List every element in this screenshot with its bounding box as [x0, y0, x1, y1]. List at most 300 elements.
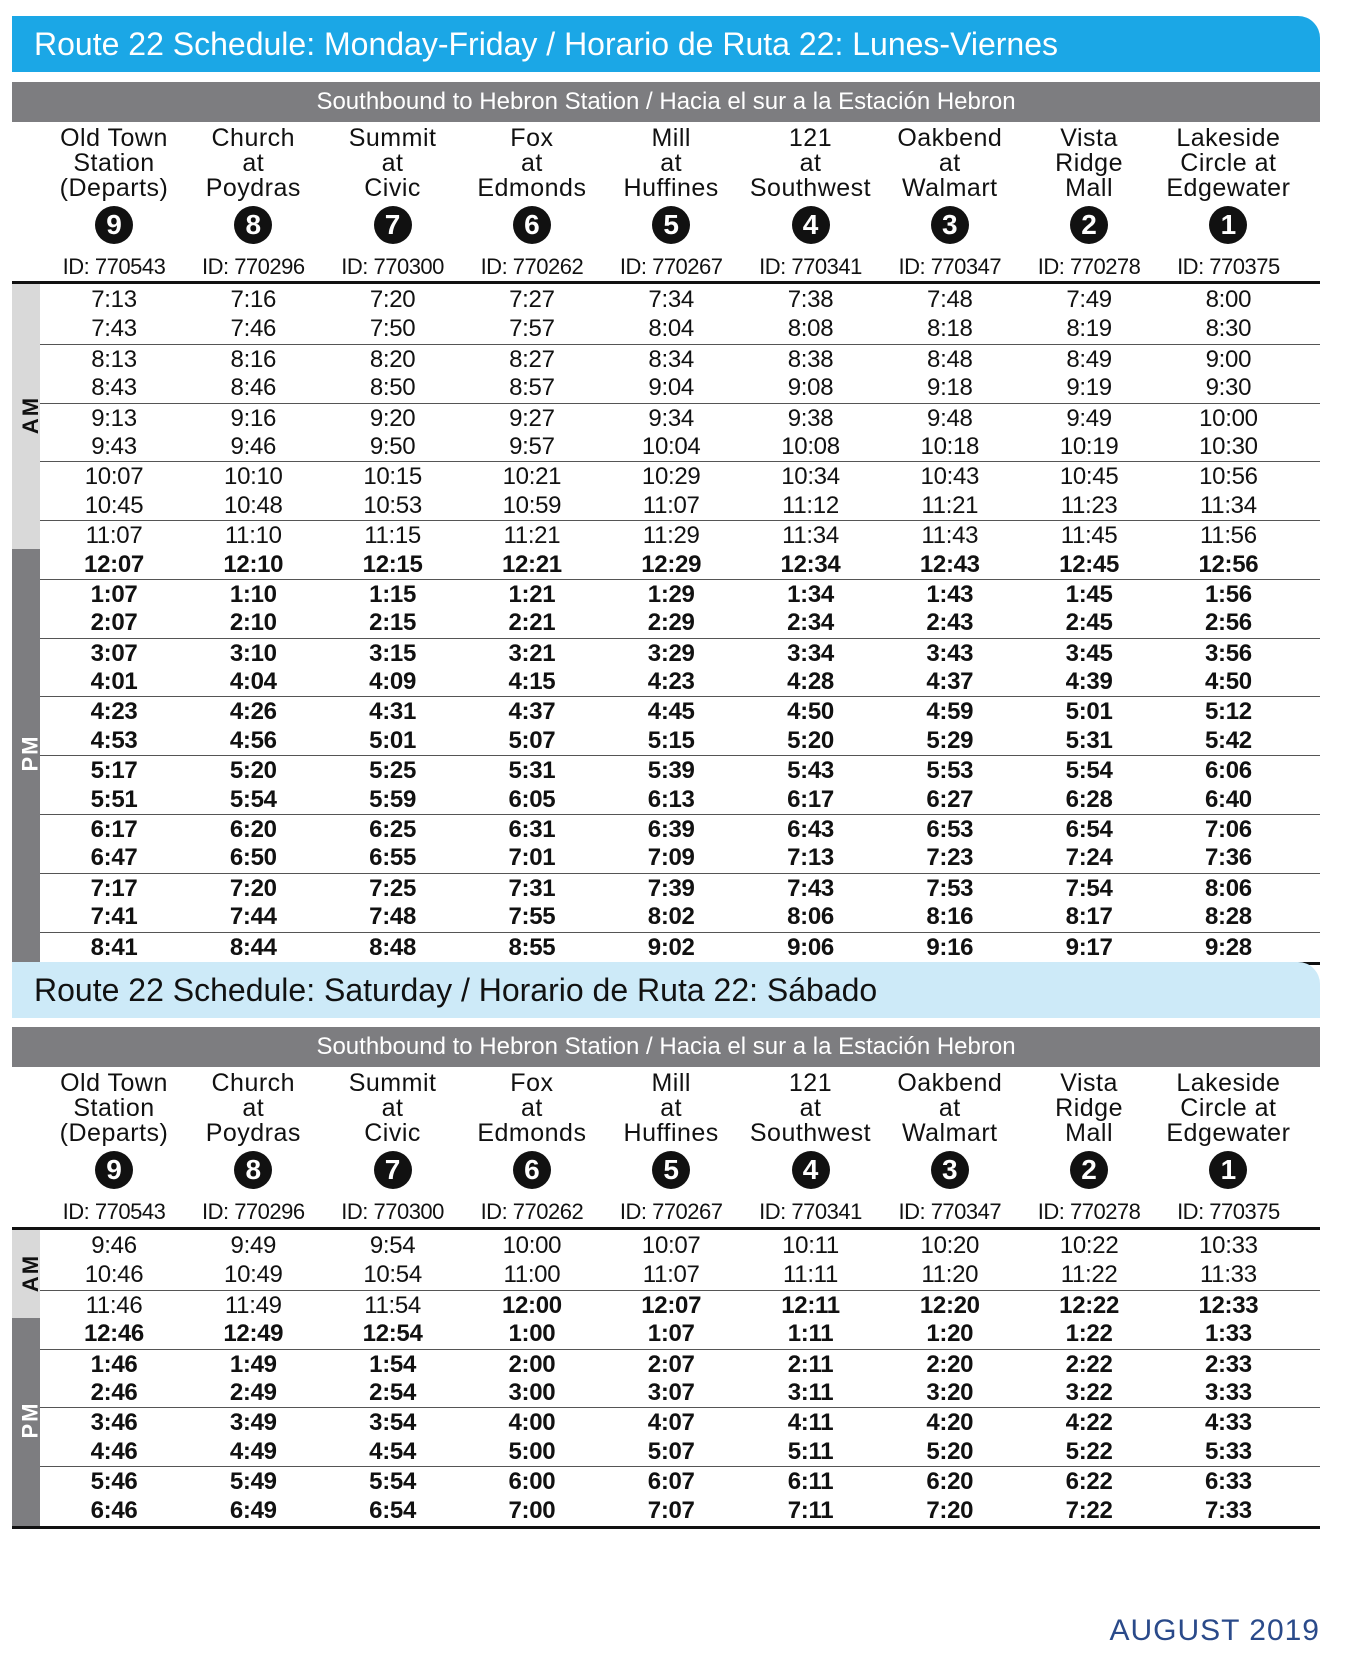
time-cell: 9:28	[1204, 933, 1252, 961]
time-cell: 8:04	[648, 315, 694, 343]
stop-header	[1158, 1071, 1298, 1225]
time-cell: 2:21	[508, 609, 556, 637]
time-cell: 9:54	[369, 1232, 416, 1259]
time-cell: 2:07	[90, 609, 138, 637]
time-cell: 10:45	[1059, 463, 1119, 491]
table-row	[40, 696, 1320, 725]
stop-name-line: Church	[211, 124, 296, 152]
time-cell: 2:33	[1204, 1350, 1252, 1378]
time-cell: 8:55	[508, 933, 556, 961]
time-cell: 6:33	[1204, 1468, 1252, 1496]
time-cell: 1:11	[787, 1320, 834, 1348]
time-cell: 2:43	[926, 609, 974, 637]
stop-header	[601, 1071, 741, 1225]
time-cell: 8:02	[647, 903, 695, 931]
time-cell: 5:20	[926, 1437, 974, 1465]
time-cell: 3:20	[926, 1378, 974, 1406]
saturday-pm-label: PM	[17, 1401, 43, 1439]
time-cell: 3:45	[1065, 639, 1113, 667]
time-cell: 7:57	[509, 315, 555, 343]
stop-number-badge: 3	[931, 206, 969, 244]
time-cell: 10:45	[84, 491, 144, 519]
time-cell: 8:27	[509, 345, 555, 373]
time-cell: 4:09	[369, 668, 417, 696]
time-cell: 6:22	[1065, 1468, 1113, 1496]
time-cell: 5:49	[229, 1468, 277, 1496]
time-cell: 5:54	[229, 785, 277, 813]
time-cell: 4:23	[90, 698, 138, 726]
time-cell: 7:20	[229, 874, 277, 902]
time-cell: 7:36	[1204, 844, 1252, 872]
time-cell: 4:11	[787, 1409, 834, 1437]
time-cell: 5:31	[508, 757, 556, 785]
time-cell: 10:30	[1199, 432, 1258, 460]
time-cell: 7:17	[90, 874, 138, 902]
stop-name-line: Edmonds	[477, 1119, 587, 1147]
stop-header	[323, 126, 463, 280]
time-cell: 2:15	[369, 609, 417, 637]
time-cell: 4:26	[229, 698, 277, 726]
time-cell: 4:50	[787, 698, 834, 726]
time-cell: 6:31	[508, 816, 556, 844]
stop-name-line: at	[520, 1094, 543, 1122]
time-cell: 5:07	[508, 726, 556, 754]
time-cell: 8:06	[787, 903, 834, 931]
stop-name-line: Station	[73, 1094, 155, 1122]
stop-number-badge: 2	[1070, 206, 1108, 244]
stop-name-line: 121	[788, 1069, 833, 1097]
saturday-am-label: AM	[18, 1253, 44, 1293]
time-cell: 4:20	[926, 1409, 974, 1437]
time-cell: 6:05	[508, 785, 556, 813]
time-cell: 10:00	[1199, 404, 1258, 432]
stop-name-line: Edgewater	[1166, 1119, 1291, 1147]
weekday-am-label: AM	[18, 396, 44, 435]
time-cell: 7:39	[647, 874, 695, 902]
table-row	[40, 461, 1320, 490]
stop-id: ID: 770347	[898, 254, 1002, 279]
time-cell: 5:31	[1065, 726, 1113, 754]
weekday-schedule	[12, 16, 1320, 961]
stop-name-line: Mall	[1065, 1119, 1114, 1147]
time-cell: 4:22	[1065, 1409, 1113, 1437]
time-cell: 7:22	[1065, 1496, 1113, 1524]
time-cell: 2:45	[1065, 609, 1113, 637]
time-cell: 12:29	[641, 550, 702, 578]
time-cell: 10:33	[1199, 1232, 1258, 1259]
time-cell: 3:29	[647, 639, 695, 667]
time-cell: 6:54	[1065, 816, 1113, 844]
time-cell: 3:00	[508, 1378, 556, 1406]
time-cell: 6:07	[647, 1468, 695, 1496]
stop-id: ID: 770347	[898, 1199, 1002, 1224]
time-cell: 7:41	[90, 903, 138, 931]
time-cell: 5:20	[229, 757, 277, 785]
time-cell: 12:22	[1059, 1291, 1120, 1319]
stop-id: ID: 770296	[201, 1199, 305, 1224]
time-cell: 4:37	[926, 668, 974, 696]
stop-name-line: Circle at	[1180, 1094, 1277, 1122]
time-cell: 9:17	[1065, 933, 1113, 961]
time-cell: 7:00	[508, 1496, 556, 1524]
stop-id: ID: 770300	[341, 254, 444, 279]
stop-header	[1158, 126, 1298, 280]
time-cell: 4:04	[229, 668, 277, 696]
stop-name-line: Circle at	[1180, 149, 1277, 177]
table-row	[40, 814, 1320, 843]
time-cell: 7:44	[229, 903, 277, 931]
time-cell: 8:20	[369, 345, 416, 373]
time-cell: 12:15	[362, 550, 423, 578]
time-cell: 1:20	[926, 1320, 974, 1348]
time-cell: 5:25	[369, 757, 417, 785]
stop-name-line: Oakbend	[897, 1069, 1003, 1097]
stop-name-line: Mall	[1065, 174, 1114, 202]
weekday-title: Route 22 Schedule: Monday-Friday / Horario de Ruta 22: Lunes-Viernes	[34, 26, 1058, 62]
time-cell: 3:49	[229, 1409, 277, 1437]
time-cell: 11:34	[1200, 491, 1257, 519]
saturday-table-bottom-rule	[12, 1526, 1320, 1529]
time-cell: 2:00	[508, 1350, 556, 1378]
time-cell: 11:10	[224, 522, 282, 550]
table-row	[40, 1349, 1320, 1378]
time-cell: 12:20	[919, 1291, 980, 1319]
stop-name-line: Poydras	[205, 1119, 301, 1147]
time-cell: 2:49	[229, 1378, 277, 1406]
time-cell: 8:38	[787, 345, 834, 373]
time-cell: 11:43	[921, 522, 979, 550]
time-cell: 4:49	[229, 1437, 277, 1465]
stop-name-line: at	[799, 149, 822, 177]
time-cell: 10:00	[502, 1232, 562, 1259]
time-cell: 4:46	[90, 1437, 138, 1465]
stop-id: ID: 770341	[759, 1199, 862, 1224]
time-cell: 3:22	[1065, 1378, 1113, 1406]
time-cell: 11:21	[921, 491, 979, 519]
stop-number-badge: 6	[513, 206, 551, 244]
time-cell: 9:04	[648, 374, 694, 402]
time-cell: 9:20	[369, 404, 416, 432]
time-cell: 8:46	[230, 374, 277, 402]
stop-name	[323, 1071, 463, 1151]
stop-number-badge: 8	[234, 206, 272, 244]
time-cell: 7:20	[369, 286, 416, 313]
stop-name-line: Mill	[651, 124, 691, 152]
stop-number-badge: 3	[931, 1151, 969, 1189]
time-cell: 7:50	[369, 315, 416, 343]
time-cell: 2:07	[647, 1350, 695, 1378]
time-cell: 6:28	[1065, 785, 1113, 813]
time-cell: 9:46	[91, 1232, 137, 1259]
time-cell: 11:33	[1200, 1261, 1257, 1289]
table-row	[40, 1231, 1320, 1260]
time-cell: 3:11	[787, 1378, 834, 1406]
time-cell: 7:49	[1066, 286, 1112, 313]
time-cell: 2:54	[369, 1378, 417, 1406]
time-cell: 11:45	[1060, 522, 1118, 550]
time-cell: 12:33	[1198, 1291, 1259, 1319]
time-cell: 10:43	[920, 463, 980, 491]
stop-id: ID: 770300	[341, 1199, 444, 1224]
time-cell: 10:15	[363, 463, 422, 491]
stop-name	[1158, 126, 1298, 206]
time-cell: 7:24	[1065, 844, 1113, 872]
table-row	[40, 1407, 1320, 1436]
stop-name-line: Lakeside	[1176, 1069, 1281, 1097]
time-cell: 1:34	[787, 580, 834, 608]
time-cell: 8:13	[91, 345, 137, 373]
stop-name-line: Summit	[348, 124, 437, 152]
stop-name	[880, 126, 1020, 206]
time-cell: 6:54	[369, 1496, 417, 1524]
time-cell: 11:49	[224, 1291, 282, 1319]
stop-number-badge: 6	[513, 1151, 551, 1189]
stop-name-line: Vista	[1060, 1069, 1118, 1097]
time-cell: 12:07	[641, 1291, 702, 1319]
time-cell: 6:50	[229, 844, 277, 872]
time-cell: 10:22	[1059, 1232, 1119, 1259]
stop-number-badge: 5	[652, 206, 690, 244]
table-row	[40, 579, 1320, 608]
time-cell: 6:20	[926, 1468, 974, 1496]
time-cell: 5:01	[369, 726, 417, 754]
stop-name-line: at	[660, 1094, 683, 1122]
time-cell: 9:43	[91, 432, 137, 460]
time-cell: 9:19	[1066, 374, 1112, 402]
time-cell: 12:11	[781, 1291, 840, 1319]
stop-header	[323, 1071, 463, 1225]
stop-name	[741, 126, 881, 206]
stop-name-line: Civic	[364, 1119, 421, 1147]
time-cell: 9:49	[230, 1232, 277, 1259]
time-cell: 11:34	[782, 522, 839, 550]
time-cell: 1:07	[90, 580, 138, 608]
time-cell: 4:07	[647, 1409, 695, 1437]
time-cell: 7:13	[787, 844, 834, 872]
stop-name	[601, 126, 741, 206]
stop-header	[1019, 126, 1159, 280]
time-cell: 5:46	[90, 1468, 138, 1496]
time-cell: 11:20	[921, 1261, 979, 1289]
table-row	[40, 1496, 1320, 1525]
time-cell: 6:27	[926, 785, 974, 813]
stop-name-line: at	[660, 149, 683, 177]
stop-number-badge: 8	[234, 1151, 272, 1189]
time-cell: 7:31	[508, 874, 556, 902]
table-row	[40, 285, 1320, 314]
time-cell: 11:07	[642, 491, 700, 519]
time-cell: 4:54	[369, 1437, 417, 1465]
time-cell: 6:53	[926, 816, 974, 844]
stop-name-line: Edgewater	[1166, 174, 1291, 202]
time-cell: 7:25	[369, 874, 417, 902]
time-cell: 8:08	[787, 315, 834, 343]
stop-name	[183, 1071, 323, 1151]
table-row	[40, 1437, 1320, 1466]
stop-header	[462, 126, 602, 280]
time-cell: 10:18	[920, 432, 980, 460]
publication-date: AUGUST 2019	[1109, 1614, 1320, 1647]
time-cell: 8:16	[230, 345, 277, 373]
stop-id: ID: 770296	[201, 254, 305, 279]
stop-id: ID: 770267	[619, 254, 723, 279]
time-cell: 1:00	[508, 1320, 556, 1348]
time-cell: 11:11	[783, 1261, 838, 1289]
table-row	[40, 638, 1320, 667]
time-cell: 1:33	[1204, 1320, 1252, 1348]
time-cell: 8:48	[927, 345, 973, 373]
stop-header	[741, 1071, 881, 1225]
table-row	[40, 785, 1320, 814]
time-cell: 11:54	[364, 1291, 421, 1319]
stop-name-line: Oakbend	[897, 124, 1003, 152]
stop-name	[44, 1071, 184, 1151]
time-cell: 4:53	[90, 726, 138, 754]
time-cell: 9:49	[1066, 404, 1112, 432]
time-cell: 1:56	[1204, 580, 1252, 608]
time-cell: 10:29	[641, 463, 701, 491]
time-cell: 8:00	[1205, 286, 1252, 313]
time-cell: 8:44	[229, 933, 277, 961]
stop-id: ID: 770267	[619, 1199, 723, 1224]
saturday-table-top-rule	[12, 1227, 1320, 1230]
time-cell: 6:25	[369, 816, 417, 844]
table-row	[40, 1378, 1320, 1407]
stop-name-line: Walmart	[901, 174, 998, 202]
time-cell: 12:34	[780, 550, 841, 578]
time-cell: 2:29	[647, 609, 695, 637]
stop-header	[1019, 1071, 1159, 1225]
time-cell: 10:11	[782, 1232, 839, 1259]
table-row	[40, 520, 1320, 549]
time-cell: 4:28	[787, 668, 834, 696]
time-cell: 10:10	[224, 463, 283, 491]
table-row	[40, 314, 1320, 343]
time-cell: 5:33	[1204, 1437, 1252, 1465]
saturday-title: Route 22 Schedule: Saturday / Horario de Ruta 22: Sábado	[34, 972, 878, 1008]
stop-name	[462, 1071, 602, 1151]
stop-name	[44, 126, 184, 206]
stop-header	[601, 126, 741, 280]
time-cell: 3:43	[926, 639, 974, 667]
time-cell: 9:57	[509, 432, 555, 460]
stop-name-line: Mill	[651, 1069, 691, 1097]
time-cell: 7:06	[1204, 816, 1252, 844]
stop-name-line: Southwest	[749, 174, 872, 202]
stop-name-line: Summit	[348, 1069, 437, 1097]
time-cell: 11:46	[85, 1291, 143, 1319]
stop-name	[1158, 1071, 1298, 1151]
time-cell: 11:00	[503, 1261, 561, 1289]
table-row	[40, 608, 1320, 637]
time-cell: 12:56	[1198, 550, 1259, 578]
time-cell: 5:20	[787, 726, 834, 754]
stop-name-line: at	[938, 149, 961, 177]
time-cell: 6:39	[647, 816, 695, 844]
time-cell: 10:04	[641, 432, 701, 460]
time-cell: 6:11	[787, 1468, 834, 1496]
time-cell: 5:15	[647, 726, 695, 754]
time-cell: 9:08	[787, 374, 834, 402]
stop-name-line: Old Town	[60, 1069, 168, 1097]
stop-id: ID: 770543	[62, 254, 166, 279]
time-cell: 8:28	[1204, 903, 1252, 931]
time-cell: 7:01	[508, 844, 556, 872]
stop-name-line: (Departs)	[59, 174, 169, 202]
table-row	[40, 755, 1320, 784]
stop-id: ID: 770543	[62, 1199, 166, 1224]
stop-name-line: Civic	[364, 174, 421, 202]
time-cell: 4:50	[1204, 668, 1252, 696]
stop-name-line: Lakeside	[1176, 124, 1281, 152]
time-cell: 4:23	[647, 668, 695, 696]
stop-name-line: Southwest	[749, 1119, 872, 1147]
time-cell: 12:54	[362, 1320, 423, 1348]
table-row	[40, 667, 1320, 696]
stop-header	[880, 1071, 1020, 1225]
time-cell: 5:17	[90, 757, 138, 785]
time-cell: 6:00	[508, 1468, 556, 1496]
time-cell: 11:15	[364, 522, 421, 550]
weekday-time-table	[40, 285, 1320, 961]
time-cell: 2:56	[1204, 609, 1252, 637]
stop-number-badge: 7	[374, 206, 412, 244]
time-cell: 12:00	[501, 1291, 562, 1319]
time-cell: 6:46	[90, 1496, 138, 1524]
time-cell: 1:10	[229, 580, 277, 608]
time-cell: 10:19	[1059, 432, 1119, 460]
stop-name-line: at	[938, 1094, 961, 1122]
time-cell: 1:07	[647, 1320, 695, 1348]
time-cell: 7:23	[926, 844, 974, 872]
time-cell: 8:48	[369, 933, 417, 961]
time-cell: 9:50	[369, 432, 416, 460]
time-cell: 2:22	[1065, 1350, 1113, 1378]
time-cell: 5:12	[1204, 698, 1252, 726]
time-cell: 3:46	[90, 1409, 138, 1437]
stop-name-line: Church	[211, 1069, 296, 1097]
stop-name-line: Station	[73, 149, 155, 177]
stop-name-line: Ridge	[1055, 149, 1123, 177]
time-cell: 7:43	[787, 874, 834, 902]
time-cell: 7:34	[648, 286, 694, 313]
time-cell: 6:06	[1204, 757, 1252, 785]
time-cell: 2:46	[90, 1378, 138, 1406]
stop-header	[741, 126, 881, 280]
stop-number-badge: 4	[792, 206, 830, 244]
time-cell: 1:15	[369, 580, 417, 608]
time-cell: 12:43	[919, 550, 980, 578]
time-cell: 1:49	[229, 1350, 277, 1378]
saturday-time-table	[40, 1231, 1320, 1525]
time-cell: 12:10	[223, 550, 284, 578]
stop-name-line: at	[799, 1094, 822, 1122]
table-row	[40, 550, 1320, 579]
time-cell: 3:34	[787, 639, 834, 667]
stop-name-line: Fox	[510, 1069, 554, 1097]
time-cell: 6:55	[369, 844, 417, 872]
time-cell: 7:38	[787, 286, 834, 313]
stop-number-badge: 4	[792, 1151, 830, 1189]
stop-name-line: Ridge	[1055, 1094, 1123, 1122]
table-row	[40, 432, 1320, 461]
stop-name-line: at	[381, 1094, 404, 1122]
time-cell: 2:20	[926, 1350, 974, 1378]
stop-name-line: Huffines	[623, 174, 719, 202]
stop-name	[1019, 1071, 1159, 1151]
saturday-title-bar	[12, 962, 1320, 1018]
time-cell: 3:54	[369, 1409, 417, 1437]
